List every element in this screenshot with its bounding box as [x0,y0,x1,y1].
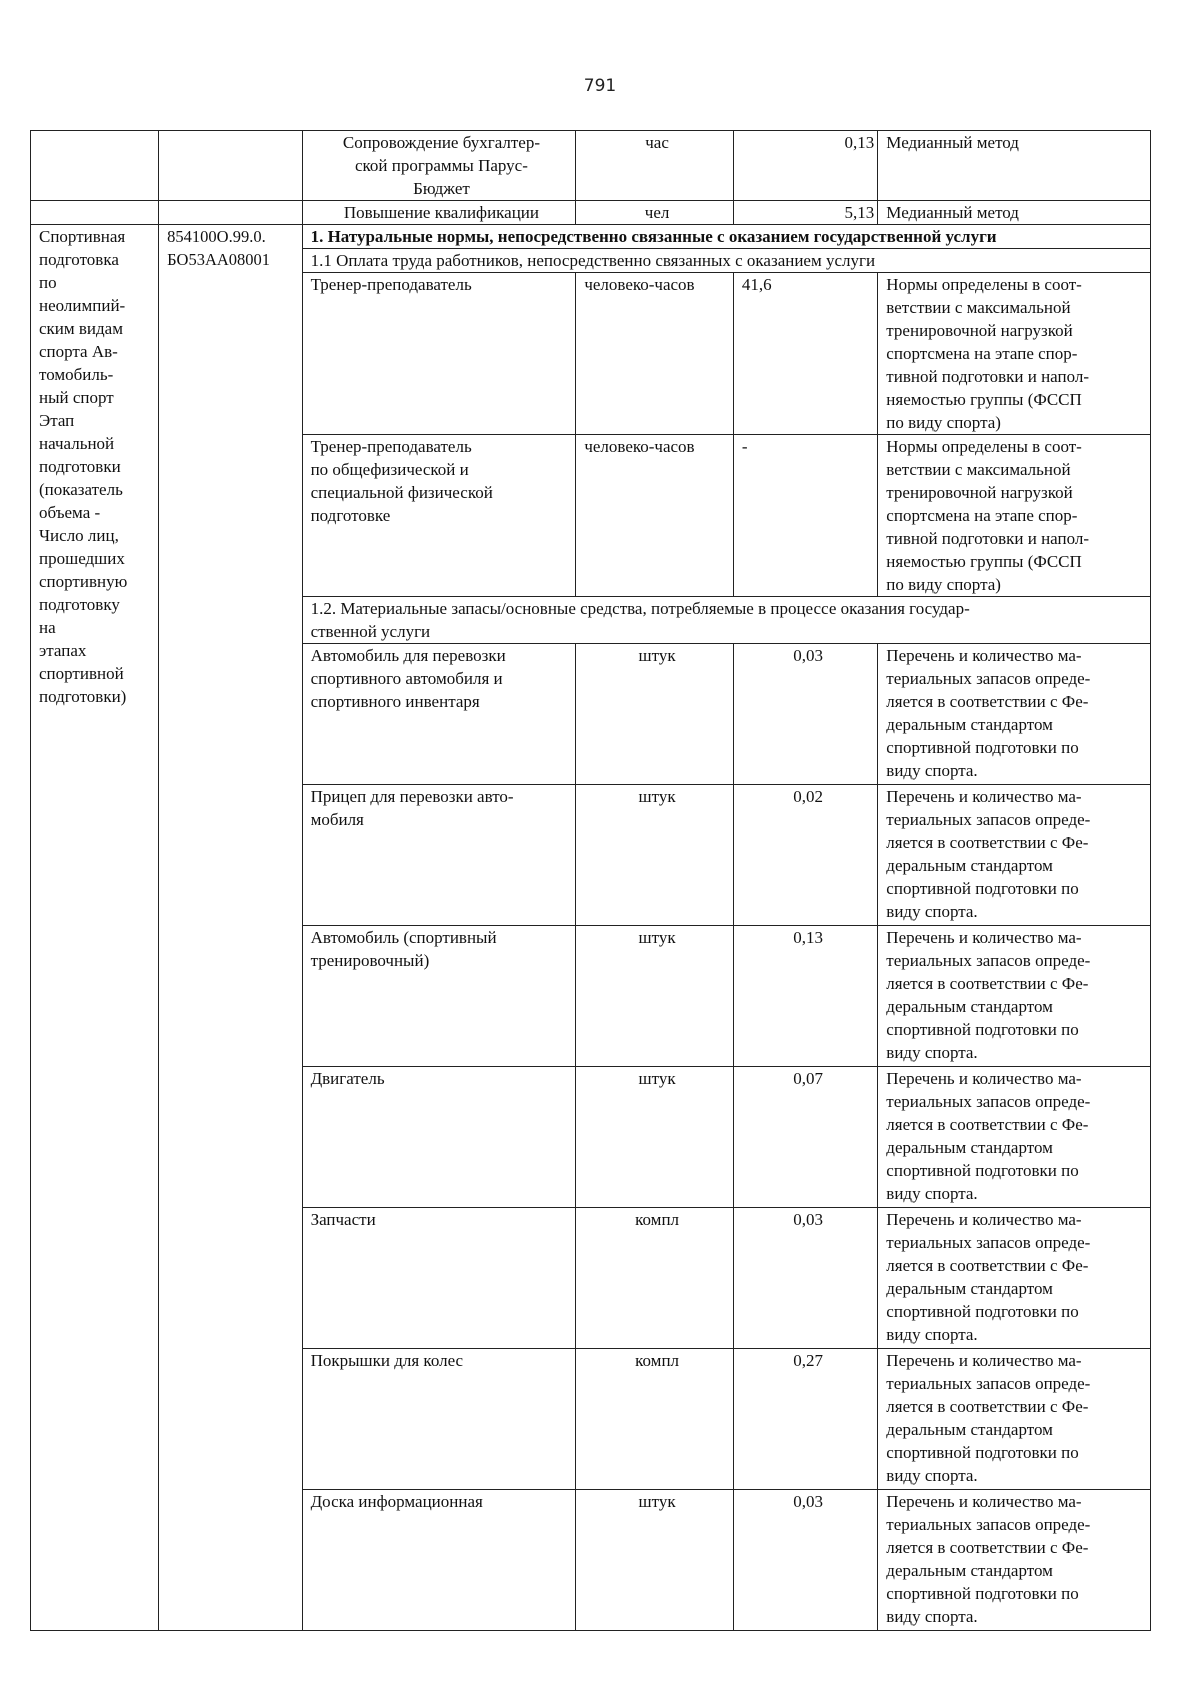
resource-line: Автомобиль (спортивный [310,928,497,947]
value-cell: 0,03 [733,1208,877,1349]
service-name-line: Спортивная [39,227,126,246]
service-code-line: 854100О.99.0. [167,227,266,246]
note-line: ляется в соответствии с Фе- [886,974,1089,993]
note-line: деральным стандартом [886,1279,1053,1298]
note-line: тивной подготовки и напол- [886,367,1090,386]
note-line: спортивной подготовки по [886,1020,1079,1039]
resource-line: по общефизической и [310,460,469,479]
service-name-line: Этап [39,411,75,430]
value-cell: 0,02 [733,785,877,926]
note-line: деральным стандартом [886,715,1053,734]
unit-cell: чел [576,201,734,225]
subsection-title-line: 1.2. Материальные запасы/основные средства, потребляемые в процессе оказания государ- [310,599,970,618]
resource-cell [302,435,576,597]
resource-line: спортивного инвентаря [310,692,480,711]
note-line: спортсмена на этапе спор- [886,506,1078,525]
note-cell [878,1349,1151,1490]
note-line: виду спорта. [886,1184,978,1203]
resource-cell: Повышение квалификации [302,201,576,225]
unit-cell: компл [576,1208,734,1349]
note-line: няемостью группы (ФССП [886,390,1082,409]
note-line: ляется в соответствии с Фе- [886,1115,1089,1134]
resource-cell [302,926,576,1067]
note-line: Перечень и количество ма- [886,1069,1082,1088]
service-name-line: подготовка [39,250,119,269]
value-cell: 0,13 [733,926,877,1067]
resource-line: ской программы Парус- [354,156,528,175]
note-line: по виду спорта) [886,413,1001,432]
note-line: деральным стандартом [886,1420,1053,1439]
value-cell: 5,13 [733,201,877,225]
unit-cell: штук [576,1490,734,1631]
service-name-line: начальной [39,434,115,453]
service-name-line: неолимпий- [39,296,126,315]
note-line: Перечень и количество ма- [886,1492,1082,1511]
note-line: спортивной подготовки по [886,1161,1079,1180]
note-line: ляется в соответствии с Фе- [886,1256,1089,1275]
note-line: виду спорта. [886,1466,978,1485]
subsection-title-line: ственной услуги [310,622,431,641]
service-name-line: этапах [39,641,87,660]
unit-cell: штук [576,644,734,785]
note-line: няемостью группы (ФССП [886,552,1082,571]
note-line: териальных запасов опреде- [886,669,1091,688]
value-cell: 0,27 [733,1349,877,1490]
service-name-line: прошедших [39,549,125,568]
resource-line: мобиля [310,810,364,829]
note-line: териальных запасов опреде- [886,1233,1091,1252]
unit-cell: человеко-часов [576,435,734,597]
service-name-line: подготовку [39,595,120,614]
note-line: виду спорта. [886,1043,978,1062]
note-line: спортивной подготовки по [886,1584,1079,1603]
table-row [31,201,1151,225]
note-line: спортивной подготовки по [886,1443,1079,1462]
value-cell: 41,6 [733,273,877,435]
service-name-line: томобиль- [39,365,114,384]
service-name-line: подготовки) [39,687,127,706]
note-cell [878,1067,1151,1208]
value-cell: 0,13 [733,131,877,201]
note-line: Перечень и количество ма- [886,928,1082,947]
value-cell: 0,07 [733,1067,877,1208]
resource-line: Тренер-преподаватель [310,437,472,456]
page-number: 791 [583,76,617,96]
resource-line: спортивного автомобиля и [310,669,503,688]
note-cell [878,926,1151,1067]
method-cell: Медианный метод [878,131,1151,201]
note-line: спортивной подготовки по [886,1302,1079,1321]
note-line: ветствии с максимальной [886,460,1071,479]
value-cell: 0,03 [733,644,877,785]
note-cell [878,273,1151,435]
empty-cell [31,131,159,201]
note-line: деральным стандартом [886,997,1053,1016]
service-name-line: по [39,273,57,292]
note-cell [878,435,1151,597]
service-name-line: подготовки [39,457,121,476]
unit-cell: компл [576,1349,734,1490]
service-code-cell [159,225,302,1631]
note-line: деральным стандартом [886,1561,1053,1580]
note-cell [878,785,1151,926]
note-line: спортсмена на этапе спор- [886,344,1078,363]
note-line: виду спорта. [886,1607,978,1626]
subsection-title: 1.1 Оплата труда работников, непосредственно связанных с оказанием услуги [302,249,1150,273]
note-line: териальных запасов опреде- [886,1515,1091,1534]
empty-cell [31,201,159,225]
service-name-line: ским видам [39,319,123,338]
note-line: Нормы определены в соот- [886,437,1082,456]
note-line: тивной подготовки и напол- [886,529,1090,548]
note-line: виду спорта. [886,1325,978,1344]
note-line: териальных запасов опреде- [886,810,1091,829]
service-name-cell [31,225,159,1631]
subsection-title [302,597,1150,644]
value-cell: - [733,435,877,597]
norms-table [30,130,1151,1631]
note-line: ветствии с максимальной [886,298,1071,317]
service-name-line: спорта Ав- [39,342,118,361]
resource-line: Сопровождение бухгалтер- [342,133,541,152]
note-line: Перечень и количество ма- [886,787,1082,806]
note-line: деральным стандартом [886,1138,1053,1157]
resource-cell [302,644,576,785]
unit-cell: штук [576,785,734,926]
resource-cell: Тренер-преподаватель [302,273,576,435]
value-cell: 0,03 [733,1490,877,1631]
unit-cell: штук [576,926,734,1067]
note-line: ляется в соответствии с Фе- [886,1538,1089,1557]
resource-cell: Доска информационная [302,1490,576,1631]
service-name-line: спортивную [39,572,128,591]
note-line: териальных запасов опреде- [886,951,1091,970]
note-line: деральным стандартом [886,856,1053,875]
note-cell [878,1490,1151,1631]
resource-cell [302,785,576,926]
note-line: Перечень и количество ма- [886,1351,1082,1370]
note-line: виду спорта. [886,761,978,780]
method-cell: Медианный метод [878,201,1151,225]
service-name-line: объема - [39,503,101,522]
unit-cell: час [576,131,734,201]
table-row [31,225,1151,249]
note-line: спортивной подготовки по [886,879,1079,898]
resource-line: Прицеп для перевозки авто- [310,787,514,806]
resource-line: Бюджет [413,179,470,198]
service-name-line: Число лиц, [39,526,119,545]
note-line: виду спорта. [886,902,978,921]
note-line: териальных запасов опреде- [886,1092,1091,1111]
service-code-line: БО53АА08001 [167,250,271,269]
unit-cell: штук [576,1067,734,1208]
note-line: тренировочной нагрузкой [886,321,1073,340]
service-name-line: (показатель [39,480,123,499]
note-line: ляется в соответствии с Фе- [886,1397,1089,1416]
resource-cell [302,131,576,201]
service-name-line: на [39,618,56,637]
empty-cell [159,201,302,225]
note-line: ляется в соответствии с Фе- [886,692,1089,711]
note-cell [878,644,1151,785]
service-name-line: ный спорт [39,388,114,407]
note-cell [878,1208,1151,1349]
resource-cell: Покрышки для колес [302,1349,576,1490]
resource-cell: Запчасти [302,1208,576,1349]
note-line: Перечень и количество ма- [886,1210,1082,1229]
empty-cell [159,131,302,201]
unit-cell: человеко-часов [576,273,734,435]
note-line: ляется в соответствии с Фе- [886,833,1089,852]
note-line: Нормы определены в соот- [886,275,1082,294]
resource-cell: Двигатель [302,1067,576,1208]
table-row [31,131,1151,201]
note-line: тренировочной нагрузкой [886,483,1073,502]
note-line: териальных запасов опреде- [886,1374,1091,1393]
resource-line: тренировочный) [310,951,430,970]
resource-line: Автомобиль для перевозки [310,646,506,665]
note-line: спортивной подготовки по [886,738,1079,757]
resource-line: специальной физической [310,483,493,502]
resource-line: подготовке [310,506,391,525]
note-line: по виду спорта) [886,575,1001,594]
note-line: Перечень и количество ма- [886,646,1082,665]
section-title: 1. Натуральные нормы, непосредственно связанные с оказанием государственной услуги [302,225,1150,249]
service-name-line: спортивной [39,664,124,683]
